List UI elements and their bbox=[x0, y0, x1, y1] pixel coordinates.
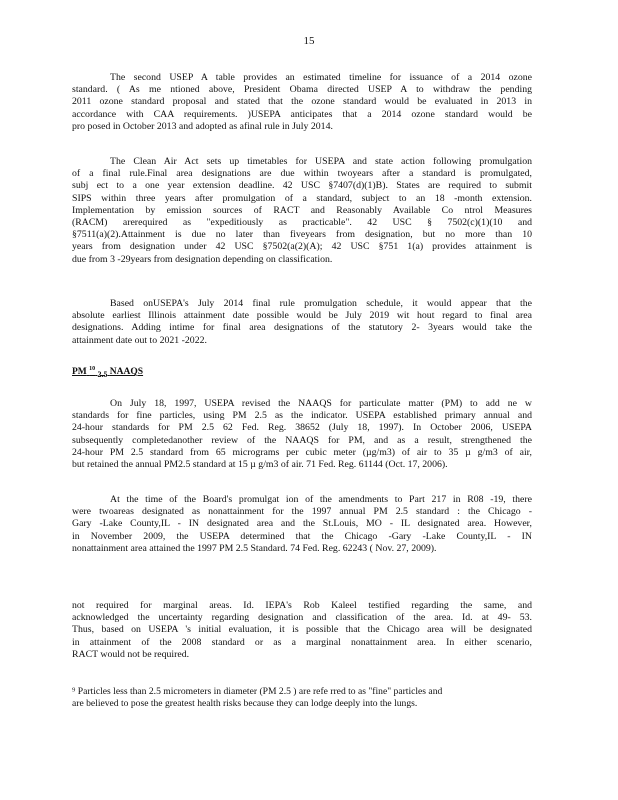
text-line: (RACM) arerequired as "expeditiously as practicable". 42 USC § 7502(c)(1)(10 and bbox=[72, 217, 532, 229]
text-line: §7511(a)(2).Attainment is due no later than fiveyears from designation, but no more than 10 bbox=[72, 229, 532, 241]
text-line: accordance with CAA requirements. )USEPA anticipates that a 2014 ozone standard would be bbox=[72, 108, 532, 120]
text-line: Gary -Lake County,IL - IN designated area and the St.Louis, MO - IL designated area. However, bbox=[72, 518, 532, 530]
text-line: The second USEP A table provides an estimated timeline for issuance of a 2014 ozone bbox=[110, 72, 532, 83]
text-line: attainment date out to 2021 -2022. bbox=[72, 334, 207, 346]
text-line: Based onUSEPA's July 2014 final rule promulgation schedule, it would appear that the bbox=[110, 298, 532, 309]
text-line: subj ect to a one year extension deadline. 42 USC §7407(d)(1)B). States are required to submit bbox=[72, 180, 532, 192]
text-line: standard. ( As me ntioned above, President Obama directed USEP A to withdraw the pending bbox=[72, 84, 532, 96]
text-line: years from designation under 42 USC §7502(a(2)(A); 42 USC §751 1(a) provides attainment is bbox=[72, 241, 532, 253]
text-line: Thus, based on USEPA 's initial evaluation, it is possible that the Chicago area will be designated bbox=[72, 624, 532, 636]
text-line: At the time of the Board's promulgat ion of the amendments to Part 217 in R08 -19, there bbox=[110, 494, 532, 505]
text-line: not required for marginal areas. Id. IEPA's Rob Kaleel testified regarding the same, and bbox=[72, 600, 532, 611]
paragraph-clean-air-act bbox=[72, 156, 532, 266]
text-line: are believed to pose the greatest health risks because they can lodge deeply into the lungs. bbox=[72, 698, 418, 710]
text-line: due from 3 -29years from designation depending on classification. bbox=[72, 253, 333, 265]
text-line: Implementation by emission sources of RACT and Reasonably Available Co ntrol Measures bbox=[72, 204, 532, 216]
text-line: On July 18, 1997, USEPA revised the NAAQS for particulate matter (PM) to add ne w bbox=[110, 398, 532, 409]
footnote bbox=[72, 686, 532, 710]
paragraph-attainment-schedule bbox=[72, 298, 532, 347]
text-line: subsequently completedanother review of the NAAQS for PM, and as a result, strengthened the bbox=[72, 434, 532, 446]
text-line: The Clean Air Act sets up timetables for USEPA and state action following promulgation bbox=[110, 156, 532, 167]
text-line: in attainment of the 2008 standard or as a marginal nonattainment area. In either scenario, bbox=[72, 636, 532, 648]
text-line: standards for fine particles, using PM 2.5 as the indicator. USEPA established primary annual and bbox=[72, 410, 532, 422]
paragraph-ozone-timeline bbox=[72, 72, 532, 133]
text-line: 24-hour PM 2.5 standard from 65 micrograms per cubic meter (µg/m3) of air to 35 µ g/m3 of air, bbox=[72, 446, 532, 458]
text-line: but retained the annual PM2.5 standard at 15 µ g/m3 of air. 71 Fed. Reg. 61144 (Oct. 17, 2006). bbox=[72, 459, 448, 471]
text-line: pro posed in October 2013 and adopted as afinal rule in July 2014. bbox=[72, 120, 333, 132]
text-line: nonattainment area attained the 1997 PM 2.5 Standard. 74 Fed. Reg. 62243 ( Nov. 27, 2009). bbox=[72, 542, 437, 554]
text-line: ⁹ Particles less than 2.5 micrometers in diameter (PM 2.5 ) are refe rred to as "fine" particles and bbox=[72, 686, 443, 697]
paragraph-racct-not-required bbox=[72, 600, 532, 661]
section-heading-pm-naaqs: PM $^{10}$ $_{2.5}$ NAAQS bbox=[72, 366, 144, 380]
text-line: 24-hour standards for PM 2.5 62 Fed. Reg. 38652 (July 18, 1997). In October 2006, USEPA bbox=[72, 422, 532, 434]
text-line: RACT would not be required. bbox=[72, 648, 190, 660]
text-line: of a final rule.Final area designations are due within twoyears after a standard is promulgated, bbox=[72, 168, 532, 180]
text-line: absolute earliest Illinois attainment date possible would be July 2019 wit hout regard to final area bbox=[72, 310, 532, 322]
text-line: in November 2009, the USEPA determined that the Chicago -Gary -Lake County,IL - IN bbox=[72, 530, 532, 542]
text-line: SIPS within three years after promulgation of a standard, subject to an 18 -month extension. bbox=[72, 192, 532, 204]
paragraph-nonattainment-areas bbox=[72, 494, 532, 555]
text-line: acknowledged the uncertainty regarding designation and classification of the area. Id. at 49- 53. bbox=[72, 612, 532, 624]
text-line: were twoareas designated as nonattainment for the 1997 annual PM 2.5 standard : the Chicago - bbox=[72, 506, 532, 518]
paragraph-pm-revision bbox=[72, 398, 532, 471]
page-number: 15 bbox=[303, 35, 315, 47]
text-line: designations. Adding intime for final area designations of the statutory 2- 3years would take the bbox=[72, 322, 532, 334]
text-line: 2011 ozone standard proposal and stated that the ozone standard would be evaluated in 2013 in bbox=[72, 96, 532, 108]
